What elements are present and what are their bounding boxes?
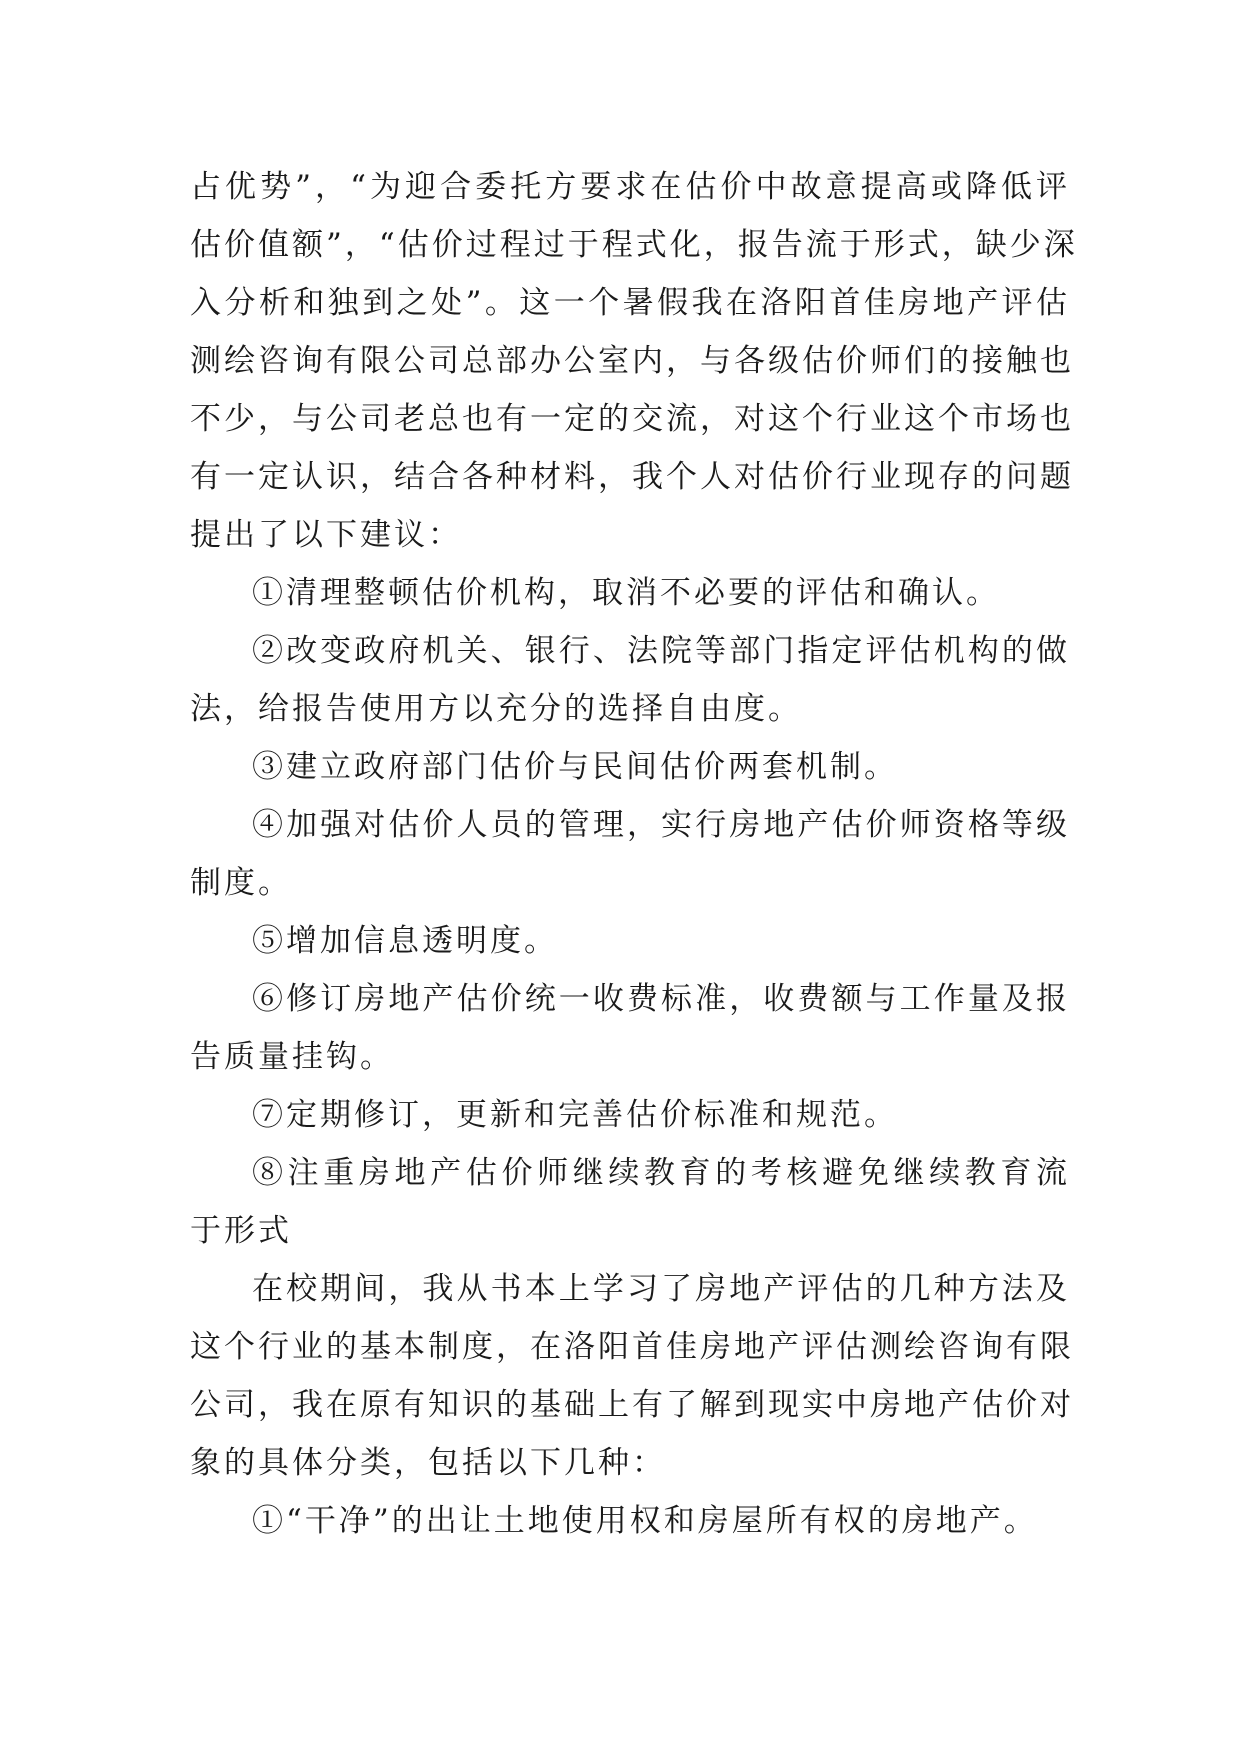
text-line: ⑦定期修订，更新和完善估价标准和规范。 <box>252 1097 898 1133</box>
text-line: 公司，我在原有知识的基础上有了解到现实中房地产估价对 <box>190 1387 1074 1423</box>
text-line: ①“干净”的出让土地使用权和房屋所有权的房地产。 <box>252 1503 1038 1539</box>
text-line: ⑥修订房地产估价统一收费标准，收费额与工作量及报 <box>252 981 1070 1017</box>
text-line: 提出了以下建议： <box>190 517 462 553</box>
text-line: 有一定认识，结合各种材料，我个人对估价行业现存的问题 <box>190 459 1074 495</box>
text-line: ④加强对估价人员的管理，实行房地产估价师资格等级 <box>252 807 1070 843</box>
text-line: 象的具体分类，包括以下几种： <box>190 1445 666 1481</box>
text-line: 制度。 <box>190 865 292 901</box>
text-line: 于形式 <box>190 1213 292 1249</box>
document-body <box>190 158 1078 1550</box>
text-line: ②改变政府机关、银行、法院等部门指定评估机构的做 <box>252 633 1070 669</box>
text-line: ⑧注重房地产估价师继续教育的考核避免继续教育流 <box>252 1155 1070 1191</box>
text-line: 这个行业的基本制度，在洛阳首佳房地产评估测绘咨询有限 <box>190 1329 1074 1365</box>
text-line: 法，给报告使用方以充分的选择自由度。 <box>190 691 802 727</box>
text-line: ③建立政府部门估价与民间估价两套机制。 <box>252 749 898 785</box>
text-line: ①清理整顿估价机构，取消不必要的评估和确认。 <box>252 575 1000 611</box>
text-line: 占优势”，“为迎合委托方要求在估价中故意提高或降低评 <box>190 169 1070 205</box>
text-line: 入分析和独到之处”。这一个暑假我在洛阳首佳房地产评估 <box>190 285 1070 321</box>
text-line: 估价值额”，“估价过程过于程式化，报告流于形式，缺少深 <box>190 227 1078 263</box>
text-line: 测绘咨询有限公司总部办公室内，与各级估价师们的接触也 <box>190 343 1074 379</box>
text-line: 在校期间，我从书本上学习了房地产评估的几种方法及 <box>252 1271 1070 1307</box>
text-line: 不少，与公司老总也有一定的交流，对这个行业这个市场也 <box>190 401 1074 437</box>
text-line: ⑤增加信息透明度。 <box>252 923 558 959</box>
text-line: 告质量挂钩。 <box>190 1039 394 1075</box>
